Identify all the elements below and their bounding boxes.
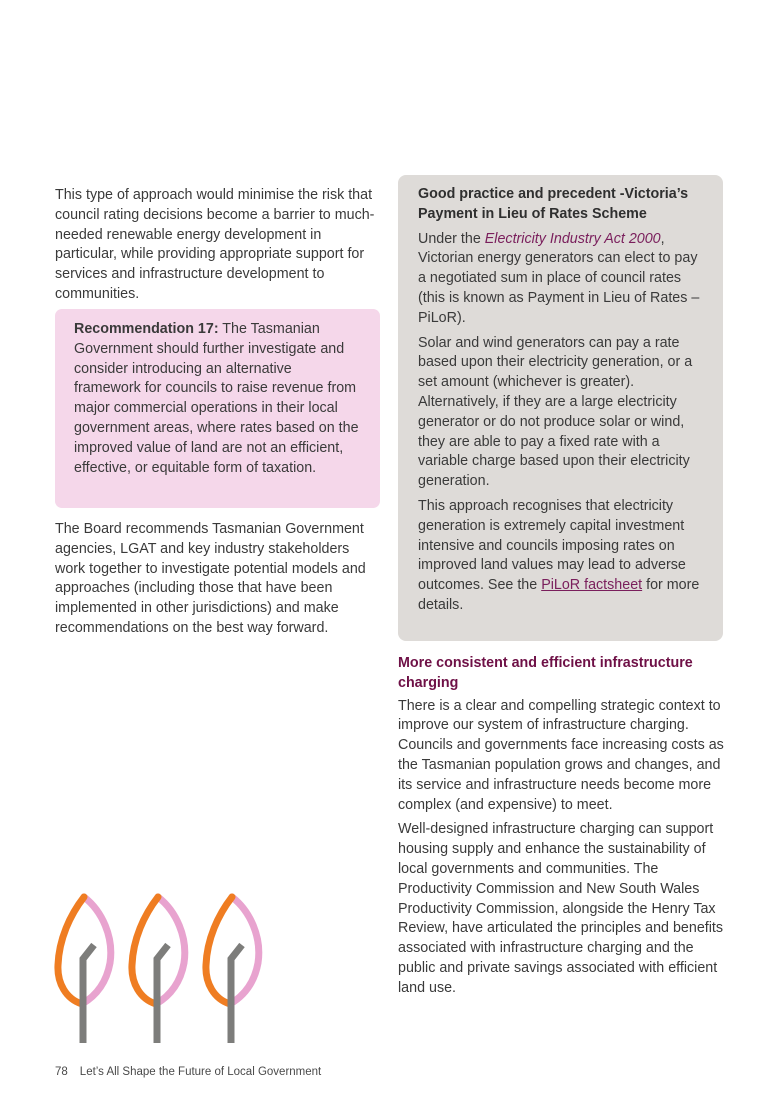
page-number: 78 <box>55 1066 68 1078</box>
precedent-title: Good practice and precedent -Victoria’s Payment in Lieu of Rates Scheme <box>418 186 689 222</box>
precedent-paragraph-3 <box>418 497 707 616</box>
infrastructure-paragraph-2: Well-designed infrastructure charging can support housing supply and enhance the sustainability of local governments and communities. The Productivity Commission and New South Wales Productivity Commission, alongside the Henry Tax Review, have articulated the principles and benefits associated with infrastructure charging and the public and private savings associated with efficient land use. <box>398 821 724 996</box>
leaf-logo-icon <box>54 893 268 1045</box>
recommendation-text <box>74 320 362 478</box>
precedent-p1-lead: Under the <box>418 230 485 247</box>
electricity-act-reference: Electricity Industry Act 2000 <box>484 230 661 247</box>
infrastructure-paragraph-1: There is a clear and compelling strategic context to improve our system of infrastructure charging. Councils and governments face increasing costs as the Tasmanian population grows and changes, and its service and infrastructure needs become more complex (and expensive) to meet. <box>398 697 724 813</box>
recommendation-body: The Tasmanian Government should further investigate and consider introducing an alternative framework for councils to raise revenue from major commercial operations in their local government areas, where rates based on the improved value of land are not an efficient, effective, or equitable form of taxation. <box>74 321 359 476</box>
infrastructure-heading: More consistent and efficient infrastructure charging <box>398 655 693 691</box>
precedent-p1-tail: , Victorian energy generators can elect to pay a negotiated sum in place of council rates (this is known as Payment in Lieu of Rates – PiLoR). <box>418 230 700 326</box>
precedent-box <box>398 175 723 641</box>
pilor-factsheet-link[interactable]: PiLoR factsheet <box>541 577 643 594</box>
infrastructure-section <box>398 654 726 1004</box>
board-paragraph: The Board recommends Tasmanian Government agencies, LGAT and key industry stakeholders work together to investigate potential models and approaches (including those that have been implemented in other jurisdictions) and make recommendations on the best way forward. <box>55 521 366 636</box>
precedent-p3-lead: This approach recognises that electricity generation is extremely capital investment intensive and councils imposing rates on improved land values may lead to adverse outcomes. See the <box>418 497 686 594</box>
intro-paragraph: This type of approach would minimise the risk that council rating decisions become a barrier to much-needed renewable energy development in particular, while providing appropriate support for services and infrastructure development to communities. <box>55 187 375 302</box>
document-title: Let’s All Shape the Future of Local Government <box>79 1066 322 1078</box>
recommendation-label: Recommendation 17: <box>74 321 219 337</box>
page-footer <box>55 1066 321 1078</box>
precedent-paragraph-1 <box>418 230 707 329</box>
leaf-icon <box>206 897 259 1043</box>
leaf-icon <box>132 897 185 1043</box>
leaf-icon <box>58 897 111 1043</box>
precedent-p3-tail: for more details. <box>418 577 700 613</box>
recommendation-box <box>55 309 380 508</box>
precedent-paragraph-2: Solar and wind generators can pay a rate based upon their electricity generation, or a set amount (whichever is greater). Alternatively, if they are a large electricity generator or do not produce solar or wind, they are able to pay a fixed rate with a variable charge based upon their electricity generation. <box>418 334 693 490</box>
